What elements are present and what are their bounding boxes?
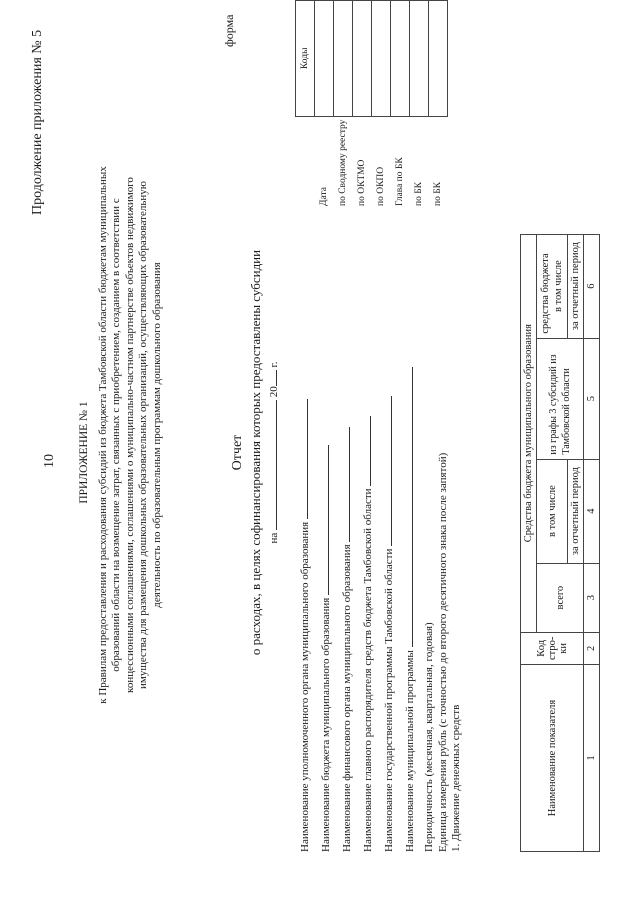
col-municipal-budget-funds: Средства бюджета муниципального образования	[521, 234, 537, 632]
col-number-5: 5	[584, 338, 600, 459]
date-prefix: на	[268, 532, 280, 544]
codes-cell	[372, 1, 391, 117]
codes-cell	[391, 1, 410, 117]
codes-label: по Сводному реестру	[338, 119, 348, 206]
codes-table	[295, 0, 448, 209]
field-financial-body: Наименование финансового органа муниципального образования	[339, 427, 353, 852]
codes-label: Дата	[319, 187, 329, 206]
col-budget-funds-group	[537, 234, 568, 338]
codes-header: Коды	[296, 1, 315, 117]
field-periodicity: Периодичность (месячная, квартальная, годовая)	[423, 622, 435, 852]
codes-cell	[410, 1, 429, 117]
appendix-title: ПРИЛОЖЕНИЕ № 1	[78, 401, 90, 504]
field-municipal-program: Наименование муниципальной программы	[402, 367, 416, 852]
date-suffix: г.	[268, 361, 280, 368]
col-number-2: 2	[584, 632, 600, 664]
codes-cell	[429, 1, 448, 117]
col-total: всего	[537, 563, 584, 632]
col-including-2: в том числе	[553, 260, 564, 313]
codes-label: по БК	[433, 181, 443, 206]
form-label: форма	[222, 14, 236, 47]
col-from-subsidies: из графы 3 субсидий из Тамбовской области	[537, 338, 584, 459]
col-reporting-period-1: за отчетный период	[568, 459, 584, 563]
page-number: 10	[42, 454, 57, 468]
section-heading: 1. Движение денежных средств	[450, 704, 462, 852]
col-reporting-period-2: за отчетный период	[568, 234, 584, 338]
col-number-4: 4	[584, 459, 600, 563]
field-authorized-body: Наименование уполномоченного органа муниципального образования	[297, 399, 311, 852]
date-year-prefix: 20	[268, 386, 280, 398]
codes-cell	[353, 1, 372, 117]
col-number-3: 3	[584, 563, 600, 632]
continuation-note: Продолжение приложения № 5	[30, 29, 45, 215]
report-subtitle: о расходах, в целях софинансирования которых предоставлены субсидии	[248, 249, 263, 656]
col-number-6: 6	[584, 234, 600, 338]
col-indicator-name: Наименование показателя	[521, 665, 584, 852]
col-line-code: Код стро- ки	[521, 632, 584, 664]
codes-label: по ОКТМО	[357, 159, 367, 206]
cash-flow-table	[520, 234, 600, 852]
report-date-line	[268, 0, 280, 905]
codes-label: Глава по БК	[395, 157, 405, 206]
codes-label: по ОКПО	[376, 166, 386, 206]
appendix-subtitle: к Правилам предоставления и расходования субсидий из бюджета Тамбовской области бюджетам муниципальных образований области на возмещение затрат, связанных с приобретением, созданием в соответствии с концессионными соглашениями, соглашениями о муниципально-частном партнерстве объектов недвижимого имущества для размещения дошкольных образовательных организаций, осуществляющих образовательную деятельность по образовательным программам дошкольного образования	[97, 166, 163, 704]
codes-cell	[315, 1, 334, 117]
field-chief-manager: Наименование главного распорядителя средств бюджета Тамбовской области	[360, 416, 374, 852]
col-including-1: в том числе	[537, 459, 568, 563]
report-title: Отчет	[230, 434, 245, 471]
col-number-1: 1	[584, 665, 600, 852]
field-budget-name: Наименование бюджета муниципального образования	[318, 445, 332, 852]
codes-cell	[334, 1, 353, 117]
field-unit: Единица измерения рубль (с точностью до второго десятичного знака после запятой)	[437, 452, 449, 852]
codes-label: по БК	[414, 181, 424, 206]
col-budget-funds: средства бюджета	[540, 253, 551, 334]
field-state-program: Наименование государственной программы Тамбовской области	[381, 396, 395, 852]
